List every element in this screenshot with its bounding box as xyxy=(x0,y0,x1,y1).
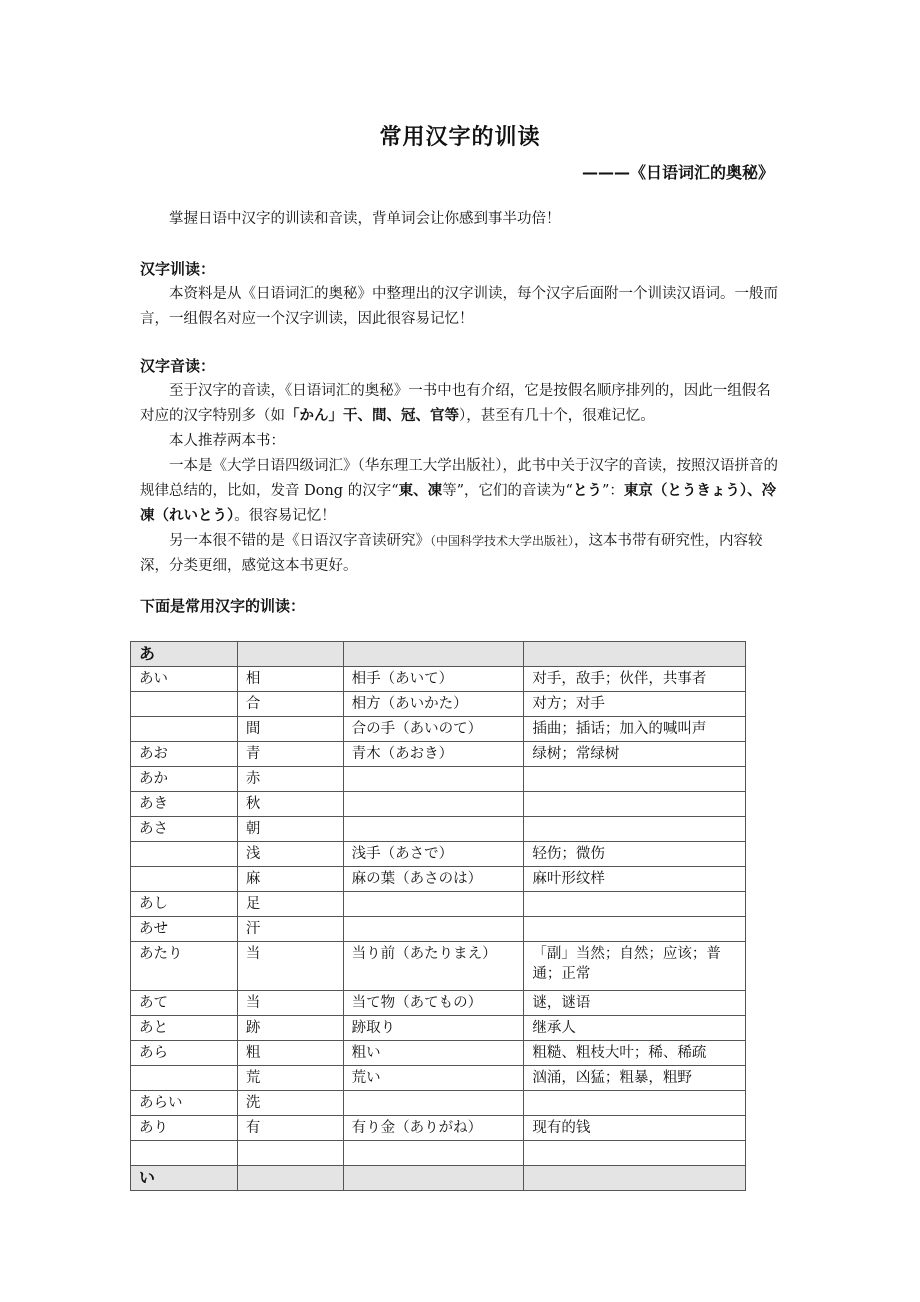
table-row xyxy=(131,1041,746,1066)
table-row xyxy=(131,767,746,792)
table-row xyxy=(131,917,746,942)
kanji-cell: 足 xyxy=(237,892,343,917)
kana-cell: あか xyxy=(131,767,238,792)
page-title: 常用汉字的训读 xyxy=(379,125,541,150)
table-row xyxy=(131,1066,746,1091)
word-cell: 浅手（あさで） xyxy=(343,842,524,867)
meaning-cell: 绿树；常绿树 xyxy=(524,742,746,767)
table-row xyxy=(131,842,746,867)
table-row xyxy=(131,991,746,1016)
on-p3-reading: とう xyxy=(572,483,602,499)
kanji-cell: 跡 xyxy=(237,1016,343,1041)
group-label: あ xyxy=(131,642,238,667)
kana-cell: あり xyxy=(131,1116,238,1141)
meaning-cell: 「副」当然；自然；应该；普通；正常 xyxy=(524,942,746,991)
word-cell: 粗い xyxy=(343,1041,524,1066)
kana-cell: あさ xyxy=(131,817,238,842)
group-cell xyxy=(343,642,524,667)
kanji-cell: 赤 xyxy=(237,767,343,792)
meaning-cell xyxy=(524,817,746,842)
kanji-cell: 麻 xyxy=(237,867,343,892)
on-paragraph-2: 本人推荐两本书： xyxy=(169,433,285,449)
on-p3-examples: 東京（とうきょう）、冷凍（れいとう） xyxy=(140,483,777,524)
table-row xyxy=(131,1116,746,1141)
table-row xyxy=(131,692,746,717)
kanji-cell: 粗 xyxy=(237,1041,343,1066)
page-subtitle: ———《日语词汇的奥秘》 xyxy=(581,163,774,182)
meaning-cell xyxy=(524,792,746,817)
table-row xyxy=(131,942,746,991)
kana-cell xyxy=(131,1066,238,1091)
kanji-cell: 当 xyxy=(237,991,343,1016)
on-p3-kanji: 東、凍 xyxy=(398,483,443,499)
meaning-cell: 麻叶形纹样 xyxy=(524,867,746,892)
word-cell: 相手（あいて） xyxy=(343,667,524,692)
word-cell xyxy=(343,817,524,842)
word-cell xyxy=(343,892,524,917)
on-paragraph-3 xyxy=(140,454,780,529)
intro-paragraph: 掌握日语中汉字的训读和音读，背单词会让你感到事半功倍！ xyxy=(169,211,561,227)
meaning-cell xyxy=(524,917,746,942)
table-row xyxy=(131,667,746,692)
kanji-cell: 間 xyxy=(237,717,343,742)
kanji-cell: 相 xyxy=(237,667,343,692)
meaning-cell: 谜，谜语 xyxy=(524,991,746,1016)
on-heading: 汉字音读： xyxy=(140,357,216,375)
kana-cell xyxy=(131,842,238,867)
table-row xyxy=(131,1091,746,1116)
on-p4-publisher: （中国科学技术大学出版社） xyxy=(430,534,575,548)
kana-cell xyxy=(131,692,238,717)
group-label: い xyxy=(131,1166,238,1191)
kun-section xyxy=(140,257,780,332)
kana-cell: あい xyxy=(131,667,238,692)
kana-cell: あらい xyxy=(131,1091,238,1116)
table-row xyxy=(131,742,746,767)
on-section xyxy=(140,354,780,579)
kana-cell: あて xyxy=(131,991,238,1016)
word-cell: 荒い xyxy=(343,1066,524,1091)
table-group-header xyxy=(131,1166,746,1191)
table-row xyxy=(131,892,746,917)
group-cell xyxy=(524,1166,746,1191)
meaning-cell xyxy=(524,767,746,792)
on-p3-text-g: 。很容易记忆！ xyxy=(234,508,336,524)
table-row xyxy=(131,867,746,892)
kanji-cell: 合 xyxy=(237,692,343,717)
on-p3-text-a: 一本是《大学日语四级词汇》（华东理工大学出版社），此书中关于汉字的音读，按照汉语拼音的规律总结的，比如，发音 Dong 的汉字“ xyxy=(140,458,778,499)
on-paragraph-4 xyxy=(140,529,780,579)
word-cell: 相方（あいかた） xyxy=(343,692,524,717)
kun-reading-table xyxy=(130,641,746,1191)
table-row xyxy=(131,792,746,817)
word-cell: 麻の葉（あさのは） xyxy=(343,867,524,892)
kanji-cell: 洗 xyxy=(237,1091,343,1116)
kanji-cell: 汗 xyxy=(237,917,343,942)
on-p4-text-c: ，这本书带有研究性，内容较深，分类更细，感觉这本书更好。 xyxy=(140,533,763,574)
word-cell xyxy=(343,1141,524,1166)
kana-cell xyxy=(131,867,238,892)
word-cell xyxy=(343,1091,524,1116)
word-cell: 跡取り xyxy=(343,1016,524,1041)
meaning-cell: 粗糙、粗枝大叶；稀、稀疏 xyxy=(524,1041,746,1066)
word-cell xyxy=(343,792,524,817)
table-group-header xyxy=(131,642,746,667)
kanji-cell: 青 xyxy=(237,742,343,767)
table-body xyxy=(131,642,746,1191)
meaning-cell: 继承人 xyxy=(524,1016,746,1041)
meaning-cell: 汹涌，凶猛；粗暴，粗野 xyxy=(524,1066,746,1091)
on-p1-text-c: ），甚至有几十个，很难记忆。 xyxy=(459,408,655,424)
on-p3-text-c: 等”，它们的音读为“ xyxy=(442,483,573,499)
word-cell: 当り前（あたりまえ） xyxy=(343,942,524,991)
meaning-cell: 对方；对手 xyxy=(524,692,746,717)
list-heading: 下面是常用汉字的训读： xyxy=(140,597,306,615)
meaning-cell: 现有的钱 xyxy=(524,1116,746,1141)
kana-cell xyxy=(131,717,238,742)
kana-cell: あき xyxy=(131,792,238,817)
table-row xyxy=(131,1141,746,1166)
table-row xyxy=(131,717,746,742)
word-cell: 青木（あおき） xyxy=(343,742,524,767)
kanji-cell: 朝 xyxy=(237,817,343,842)
meaning-cell xyxy=(524,1091,746,1116)
word-cell: 有り金（ありがね） xyxy=(343,1116,524,1141)
kana-cell: あお xyxy=(131,742,238,767)
kanji-cell: 荒 xyxy=(237,1066,343,1091)
meaning-cell: 轻伤；微伤 xyxy=(524,842,746,867)
kana-cell xyxy=(131,1141,238,1166)
kana-cell: あせ xyxy=(131,917,238,942)
kana-cell: あと xyxy=(131,1016,238,1041)
on-p1-example: 「かん」干、間、冠、官等 xyxy=(285,408,459,424)
kun-heading: 汉字训读： xyxy=(140,260,216,278)
meaning-cell: 插曲；插话；加入的喊叫声 xyxy=(524,717,746,742)
word-cell xyxy=(343,767,524,792)
on-p4-text-a: 另一本很不错的是《日语汉字音读研究》 xyxy=(169,533,430,549)
group-cell xyxy=(343,1166,524,1191)
on-paragraph-1 xyxy=(140,379,780,429)
kana-cell: あたり xyxy=(131,942,238,991)
kanji-cell: 有 xyxy=(237,1116,343,1141)
table-row xyxy=(131,1016,746,1041)
meaning-cell xyxy=(524,1141,746,1166)
on-p1-text-a: 至于汉字的音读，《日语词汇的奥秘》一书中也有介绍，它是按假名顺序排列的，因此一组假名对应的汉字特别多（如 xyxy=(140,383,771,424)
kana-cell: あし xyxy=(131,892,238,917)
word-cell: 当て物（あてもの） xyxy=(343,991,524,1016)
kanji-cell: 秋 xyxy=(237,792,343,817)
table-row xyxy=(131,817,746,842)
kanji-cell: 浅 xyxy=(237,842,343,867)
kana-cell: あら xyxy=(131,1041,238,1066)
kanji-cell: 当 xyxy=(237,942,343,991)
group-cell xyxy=(237,1166,343,1191)
meaning-cell xyxy=(524,892,746,917)
on-p3-text-e: ”： xyxy=(601,483,624,499)
kun-body: 本资料是从《日语词汇的奥秘》中整理出的汉字训读，每个汉字后面附一个训读汉语词。一般而言，一组假名对应一个汉字训读，因此很容易记忆！ xyxy=(140,286,778,327)
meaning-cell: 对手，敌手；伙伴，共事者 xyxy=(524,667,746,692)
word-cell xyxy=(343,917,524,942)
group-cell xyxy=(524,642,746,667)
group-cell xyxy=(237,642,343,667)
word-cell: 合の手（あいのて） xyxy=(343,717,524,742)
kanji-cell xyxy=(237,1141,343,1166)
